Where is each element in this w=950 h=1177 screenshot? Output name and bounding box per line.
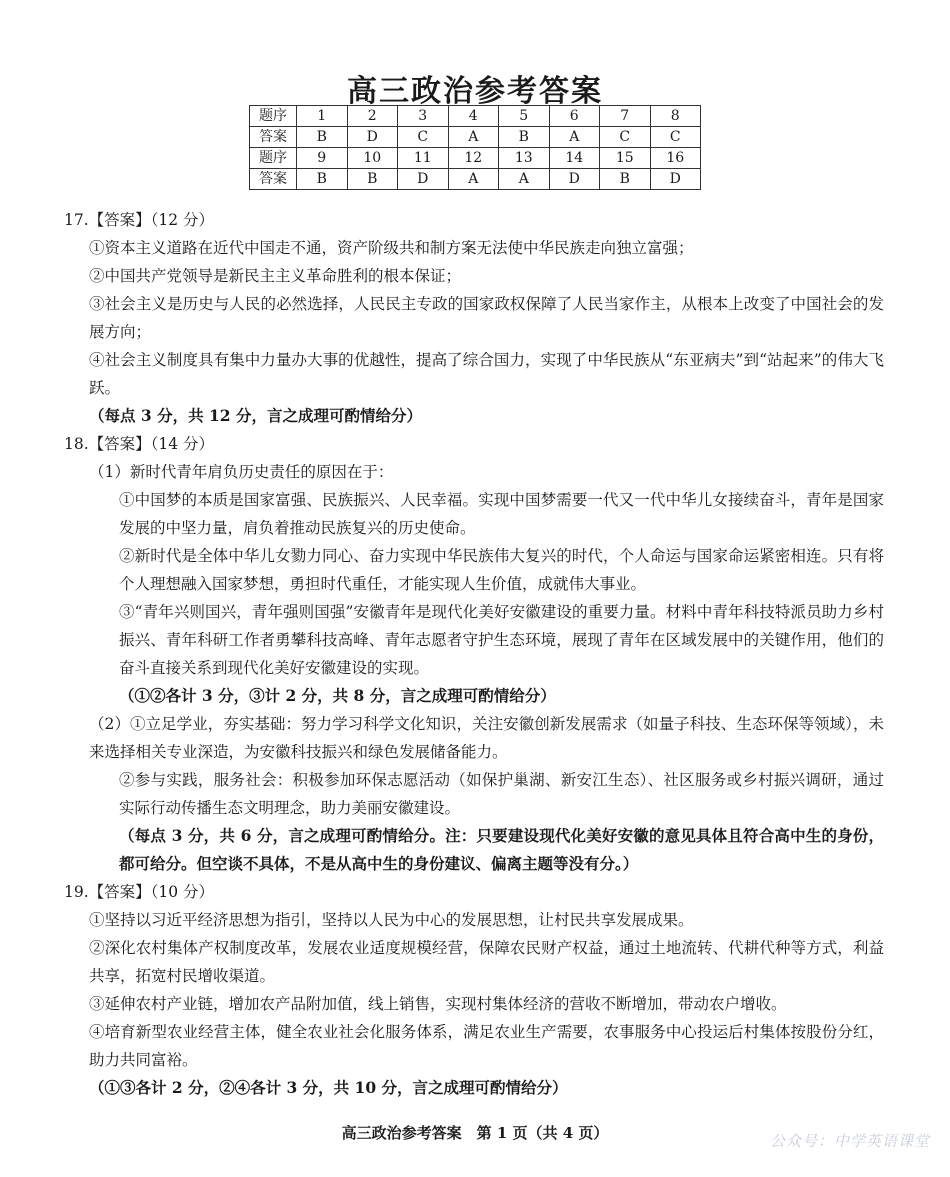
q18-part1-title: （1）新时代青年肩负历史责任的原因在于： — [89, 463, 394, 481]
q18-part1-point: ②新时代是全体中华儿女勠力同心、奋力实现中华民族伟大复兴的时代，个人命运与国家命运紧密相连。只有将个人理想融入国家梦想，勇担时代重任，才能实现人生价值，成就伟大事业。 — [119, 547, 884, 593]
answer-table-cell: 2 — [347, 106, 398, 127]
answer-table-cell: 13 — [499, 148, 550, 169]
answer-table — [249, 105, 701, 190]
answer-table-cell: D — [650, 169, 701, 190]
answer-table-cell: A — [499, 169, 550, 190]
q19-point: ②深化农村集体产权制度改革，发展农业适度规模经营，保障农民财产权益，通过土地流转、代耕代种等方式，利益共享，拓宽村民增收渠道。 — [89, 939, 884, 985]
answer-table-cell: B — [600, 169, 651, 190]
answer-table-cell: 9 — [297, 148, 348, 169]
answer-table-cell: 14 — [549, 148, 600, 169]
answer-table-cell: B — [297, 169, 348, 190]
answer-table-cell: 10 — [347, 148, 398, 169]
watermark: 公众号：中学英语课堂 — [769, 1132, 930, 1150]
q17-point: ②中国共产党领导是新民主主义革命胜利的根本保证； — [89, 267, 462, 285]
answer-table-cell: 8 — [650, 106, 701, 127]
q18-heading: 18.【答案】（14 分） — [64, 435, 215, 453]
q17-scoring-note: （每点 3 分，共 12 分，言之成理可酌情给分） — [89, 406, 422, 425]
answer-table-cell: 12 — [448, 148, 499, 169]
q18-part2-scoring-note: （每点 3 分，共 6 分，言之成理可酌情给分。注：只要建设现代化美好安徽的意见具体且符合高中生的身份，都可给分。但空谈不具体，不是从高中生的身份建议、偏离主题等没有分。） — [119, 826, 884, 873]
answer-table-row — [250, 127, 701, 148]
answer-table-cell: A — [448, 169, 499, 190]
answer-table-cell: D — [347, 127, 398, 148]
answer-table-row — [250, 169, 701, 190]
answer-table-cell: 5 — [499, 106, 550, 127]
answer-table-cell: B — [297, 127, 348, 148]
answer-table-cell: 3 — [398, 106, 449, 127]
q19-heading: 19.【答案】（10 分） — [64, 883, 215, 901]
q17-heading: 17.【答案】（12 分） — [64, 211, 215, 229]
answer-table-cell: 15 — [600, 148, 651, 169]
q18-part1-point: ③“青年兴则国兴，青年强则国强”安徽青年是现代化美好安徽建设的重要力量。材料中青年科技特派员助力乡村振兴、青年科研工作者勇攀科技高峰、青年志愿者守护生态环境，展现了青年在区域发展中的关键作用，他们的奋斗直接关系到现代化美好安徽建设的实现。 — [119, 603, 884, 677]
answer-table-cell: A — [549, 127, 600, 148]
answer-table-cell: C — [600, 127, 651, 148]
answer-table-cell: B — [347, 169, 398, 190]
q19-point: ③延伸农村产业链，增加农产品附加值，线上销售，实现村集体经济的营收不断增加，带动农户增收。 — [89, 995, 787, 1013]
answer-table-cell: D — [398, 169, 449, 190]
q17-point: ④社会主义制度具有集中力量办大事的优越性，提高了综合国力，实现了中华民族从“东亚病夫”到“站起来”的伟大飞跃。 — [89, 351, 884, 397]
q18-part1-scoring-note: （①②各计 3 分，③计 2 分，共 8 分，言之成理可酌情给分） — [119, 686, 556, 705]
answer-table-cell: 16 — [650, 148, 701, 169]
answer-table-cell: C — [650, 127, 701, 148]
answer-table-row-header: 题序 — [250, 106, 297, 127]
page-title: 高三政治参考答案 — [347, 74, 603, 109]
answer-table-row — [250, 148, 701, 169]
q17-point: ①资本主义道路在近代中国走不通，资产阶级共和制方案无法使中华民族走向独立富强； — [89, 239, 694, 257]
q19-point: ①坚持以习近平经济思想为指引，坚持以人民为中心的发展思想，让村民共享发展成果。 — [89, 911, 694, 929]
answer-content — [64, 206, 884, 1102]
answer-table-cell: C — [398, 127, 449, 148]
answer-table-row-header: 答案 — [250, 169, 297, 190]
page-footer: 高三政治参考答案 第 1 页（共 4 页） — [341, 1124, 609, 1142]
answer-table-row — [250, 106, 701, 127]
answer-table-cell: A — [448, 127, 499, 148]
q18-part2-point: （2）①立足学业，夯实基础：努力学习科学文化知识，关注安徽创新发展需求（如量子科技、生态环保等领域），未来选择相关专业深造，为安徽科技振兴和绿色发展储备能力。 — [89, 715, 884, 761]
q18-part1-point: ①中国梦的本质是国家富强、民族振兴、人民幸福。实现中国梦需要一代又一代中华儿女接续奋斗，青年是国家发展的中坚力量，肩负着推动民族复兴的历史使命。 — [119, 491, 884, 537]
answer-table-cell: D — [549, 169, 600, 190]
answer-table-cell: 7 — [600, 106, 651, 127]
answer-table-row-header: 题序 — [250, 148, 297, 169]
answer-table-row-header: 答案 — [250, 127, 297, 148]
answer-table-cell: B — [499, 127, 550, 148]
answer-table-cell: 11 — [398, 148, 449, 169]
answer-table-cell: 6 — [549, 106, 600, 127]
q18-part2-point: ②参与实践，服务社会：积极参加环保志愿活动（如保护巢湖、新安江生态）、社区服务或乡村振兴调研，通过实际行动传播生态文明理念，助力美丽安徽建设。 — [119, 771, 884, 817]
answer-table-cell: 4 — [448, 106, 499, 127]
answer-table-cell: 1 — [297, 106, 348, 127]
q19-point: ④培育新型农业经营主体，健全农业社会化服务体系，满足农业生产需要，农事服务中心投运后村集体按股份分红，助力共同富裕。 — [89, 1023, 884, 1069]
q17-point: ③社会主义是历史与人民的必然选择，人民民主专政的国家政权保障了人民当家作主，从根本上改变了中国社会的发展方向； — [89, 295, 884, 341]
q19-scoring-note: （①③各计 2 分，②④各计 3 分，共 10 分，言之成理可酌情给分） — [89, 1078, 568, 1097]
